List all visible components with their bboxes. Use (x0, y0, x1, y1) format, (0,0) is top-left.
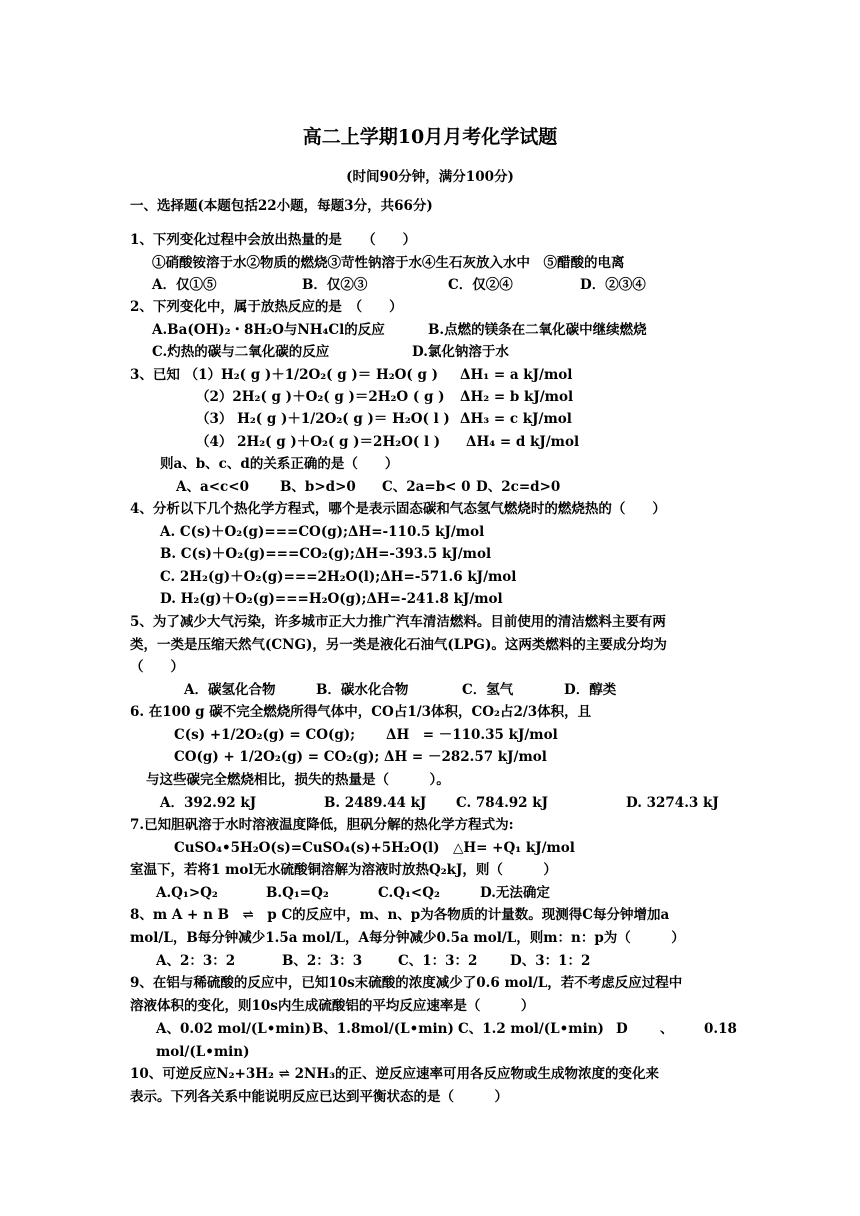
question-7-ask: 室温下，若将1 mol无水硫酸铜溶解为溶液时放热Q₂kJ，则（ ） (130, 862, 557, 878)
question-7-option-d: D.无法确定 (480, 885, 550, 901)
section-heading: 一、选择题(本题包括22小题，每题3分，共66分) (130, 198, 433, 214)
question-3-ask: 则a、b、c、d的关系正确的是（ ） (160, 456, 399, 472)
question-7-option-c: C.Q₁<Q₂ (378, 885, 440, 901)
question-3-reaction-1: 3、已知 （1）H₂( g )＋1/2O₂( g )＝ H₂O( g ) (130, 367, 439, 383)
question-3-reaction-4: （4） 2H₂( g )＋O₂( g )＝2H₂O( l ) (196, 434, 441, 450)
question-5-line-1: 5、为了减少大气污染，许多城市正大力推广汽车清洁燃料。目前使用的清洁燃料主要有两 (130, 614, 666, 630)
question-5-line-2: 类，一类是压缩天然气(CNG)，另一类是液化石油气(LPG)。这两类燃料的主要成分均为 (130, 637, 667, 653)
question-9-option-d-letter: D (616, 1021, 628, 1037)
question-5-line-3: （ ） (130, 659, 184, 675)
question-6-enthalpy-2: ΔH = －282.57 kJ/mol (384, 749, 547, 765)
question-3-reaction-3: （3） H₂( g )＋1/2O₂( g )＝ H₂O( l ) (196, 411, 450, 427)
question-9-line-1: 9、在铝与稀硫酸的反应中，已知10s末硫酸的浓度减少了0.6 mol/L，若不考虑反应过程中 (130, 975, 683, 991)
question-4-option-c: C. 2H₂(g)＋O₂(g)===2H₂O(l);ΔH=-571.6 kJ/mol (160, 569, 517, 585)
question-4-stem: 4、分析以下几个热化学方程式，哪个是表示固态碳和气态氢气燃烧时的燃烧热的（ ） (130, 501, 666, 517)
question-7-equation: CuSO₄•5H₂O(s)=CuSO₄(s)+5H₂O(l) △H= +Q₁ kJ/mol (174, 840, 575, 856)
question-2-option-b: B.点燃的镁条在二氧化碳中继续燃烧 (428, 322, 647, 338)
question-8-option-d: D、3：1：2 (510, 953, 591, 969)
question-6-option-d: D. 3274.3 kJ (626, 795, 719, 811)
question-3-option-c: C、2a=b< 0 (382, 479, 471, 495)
question-3-option-b: B、b>d>0 (280, 479, 356, 495)
question-6-stem: 6. 在100 g 碳不完全燃烧所得气体中，CO占1/3体积，CO₂占2/3体积，且 (130, 704, 592, 720)
question-6-option-a: A．392.92 kJ (160, 795, 257, 811)
question-8-option-b: B、2：3：3 (282, 953, 363, 969)
question-8-option-a: A、2：3：2 (156, 953, 236, 969)
question-9-option-d-value: 0.18 (704, 1021, 737, 1037)
question-6-enthalpy-1: ΔH = －110.35 kJ/mol (386, 727, 558, 743)
question-3-option-d: D、2c=d>0 (476, 479, 561, 495)
question-7-option-b: B.Q₁=Q₂ (266, 885, 329, 901)
question-10-line-2: 表示。下列各关系中能说明反应已达到平衡状态的是（ ） (130, 1089, 508, 1105)
question-5-option-a: A．碳氢化合物 (184, 682, 276, 698)
question-2-option-a: A.Ba(OH)₂・8H₂O与NH₄Cl的反应 (152, 322, 385, 338)
question-5-option-c: C．氢气 (462, 682, 514, 698)
question-6-option-c: C. 784.92 kJ (456, 795, 549, 811)
question-3-enthalpy-2: ΔH₂ = b kJ/mol (460, 389, 574, 405)
question-7-option-a: A.Q₁>Q₂ (156, 885, 218, 901)
question-3-option-a: A、a<c<0 (176, 479, 249, 495)
question-4-option-b: B. C(s)＋O₂(g)===CO₂(g);ΔH=-393.5 kJ/mol (160, 546, 492, 562)
question-8-option-c: C、1：3：2 (398, 953, 478, 969)
question-5-option-d: D．醇类 (564, 682, 617, 698)
question-3-enthalpy-4: ΔH₄ = d kJ/mol (466, 434, 580, 450)
question-9-option-b: B、1.8mol/(L•min) (312, 1021, 454, 1037)
question-6-equation-2: CO(g) + 1/2O₂(g) = CO₂(g); (174, 749, 380, 765)
question-10-line-1: 10、可逆反应N₂+3H₂ ⇌ 2NH₃的正、逆反应速率可用各反应物或生成物浓度的变化来 (130, 1066, 660, 1082)
question-9-option-d-mark: 、 (660, 1021, 674, 1037)
question-3-reaction-2: （2）2H₂( g )＋O₂( g )＝2H₂O ( g ) (196, 389, 445, 405)
question-1-stem: 1、下列变化过程中会放出热量的是 （ ） (130, 232, 417, 248)
question-1-option-c: C．仅②④ (448, 277, 513, 293)
question-9-option-d-unit: mol/(L•min) (156, 1044, 250, 1060)
question-2-option-d: D.氯化钠溶于水 (412, 344, 509, 360)
question-3-enthalpy-1: ΔH₁ = a kJ/mol (460, 367, 573, 383)
question-2-option-c: C.灼热的碳与二氧化碳的反应 (152, 344, 330, 360)
question-6-option-b: B. 2489.44 kJ (324, 795, 427, 811)
exam-subtitle: (时间90分钟，满分100分) (346, 169, 514, 185)
page-title: 高二上学期10月月考化学试题 (302, 126, 558, 148)
question-9-option-a: A、0.02 mol/(L•min) (156, 1021, 312, 1037)
question-4-option-d: D. H₂(g)＋O₂(g)===H₂O(g);ΔH=-241.8 kJ/mol (160, 591, 503, 607)
question-2-stem: 2、下列变化中，属于放热反应的是 （ ） (130, 299, 403, 315)
question-8-line-2: mol/L，B每分钟减少1.5a mol/L，A每分钟减少0.5a mol/L，则m：n：p为（ ） (130, 930, 685, 946)
question-9-option-c: C、1.2 mol/(L•min) (458, 1021, 604, 1037)
question-3-enthalpy-3: ΔH₃ = c kJ/mol (460, 411, 572, 427)
question-5-option-b: B．碳水化合物 (316, 682, 409, 698)
question-1-items: ①硝酸铵溶于水②物质的燃烧③苛性钠溶于水④生石灰放入水中 ⑤醋酸的电离 (152, 255, 625, 271)
question-7-stem: 7.已知胆矾溶于水时溶液温度降低，胆矾分解的热化学方程式为: (130, 817, 514, 833)
question-1-option-a: A．仅①⑤ (152, 277, 217, 293)
question-6-ask: 与这些碳完全燃烧相比，损失的热量是（ ）。 (146, 772, 450, 788)
question-4-option-a: A. C(s)＋O₂(g)===CO(g);ΔH=-110.5 kJ/mol (160, 524, 485, 540)
question-8-line-1: 8、m A + n B ⇌ p C的反应中，m、n、p为各物质的计量数。现测得C每分钟增加a (130, 907, 670, 923)
question-9-line-2: 溶液体积的变化，则10s内生成硫酸铝的平均反应速率是（ ） (130, 998, 535, 1014)
question-1-option-d: D．②③④ (580, 277, 646, 293)
question-1-option-b: B．仅②③ (302, 277, 368, 293)
question-6-equation-1: C(s) +1/2O₂(g) = CO(g); (174, 727, 356, 743)
